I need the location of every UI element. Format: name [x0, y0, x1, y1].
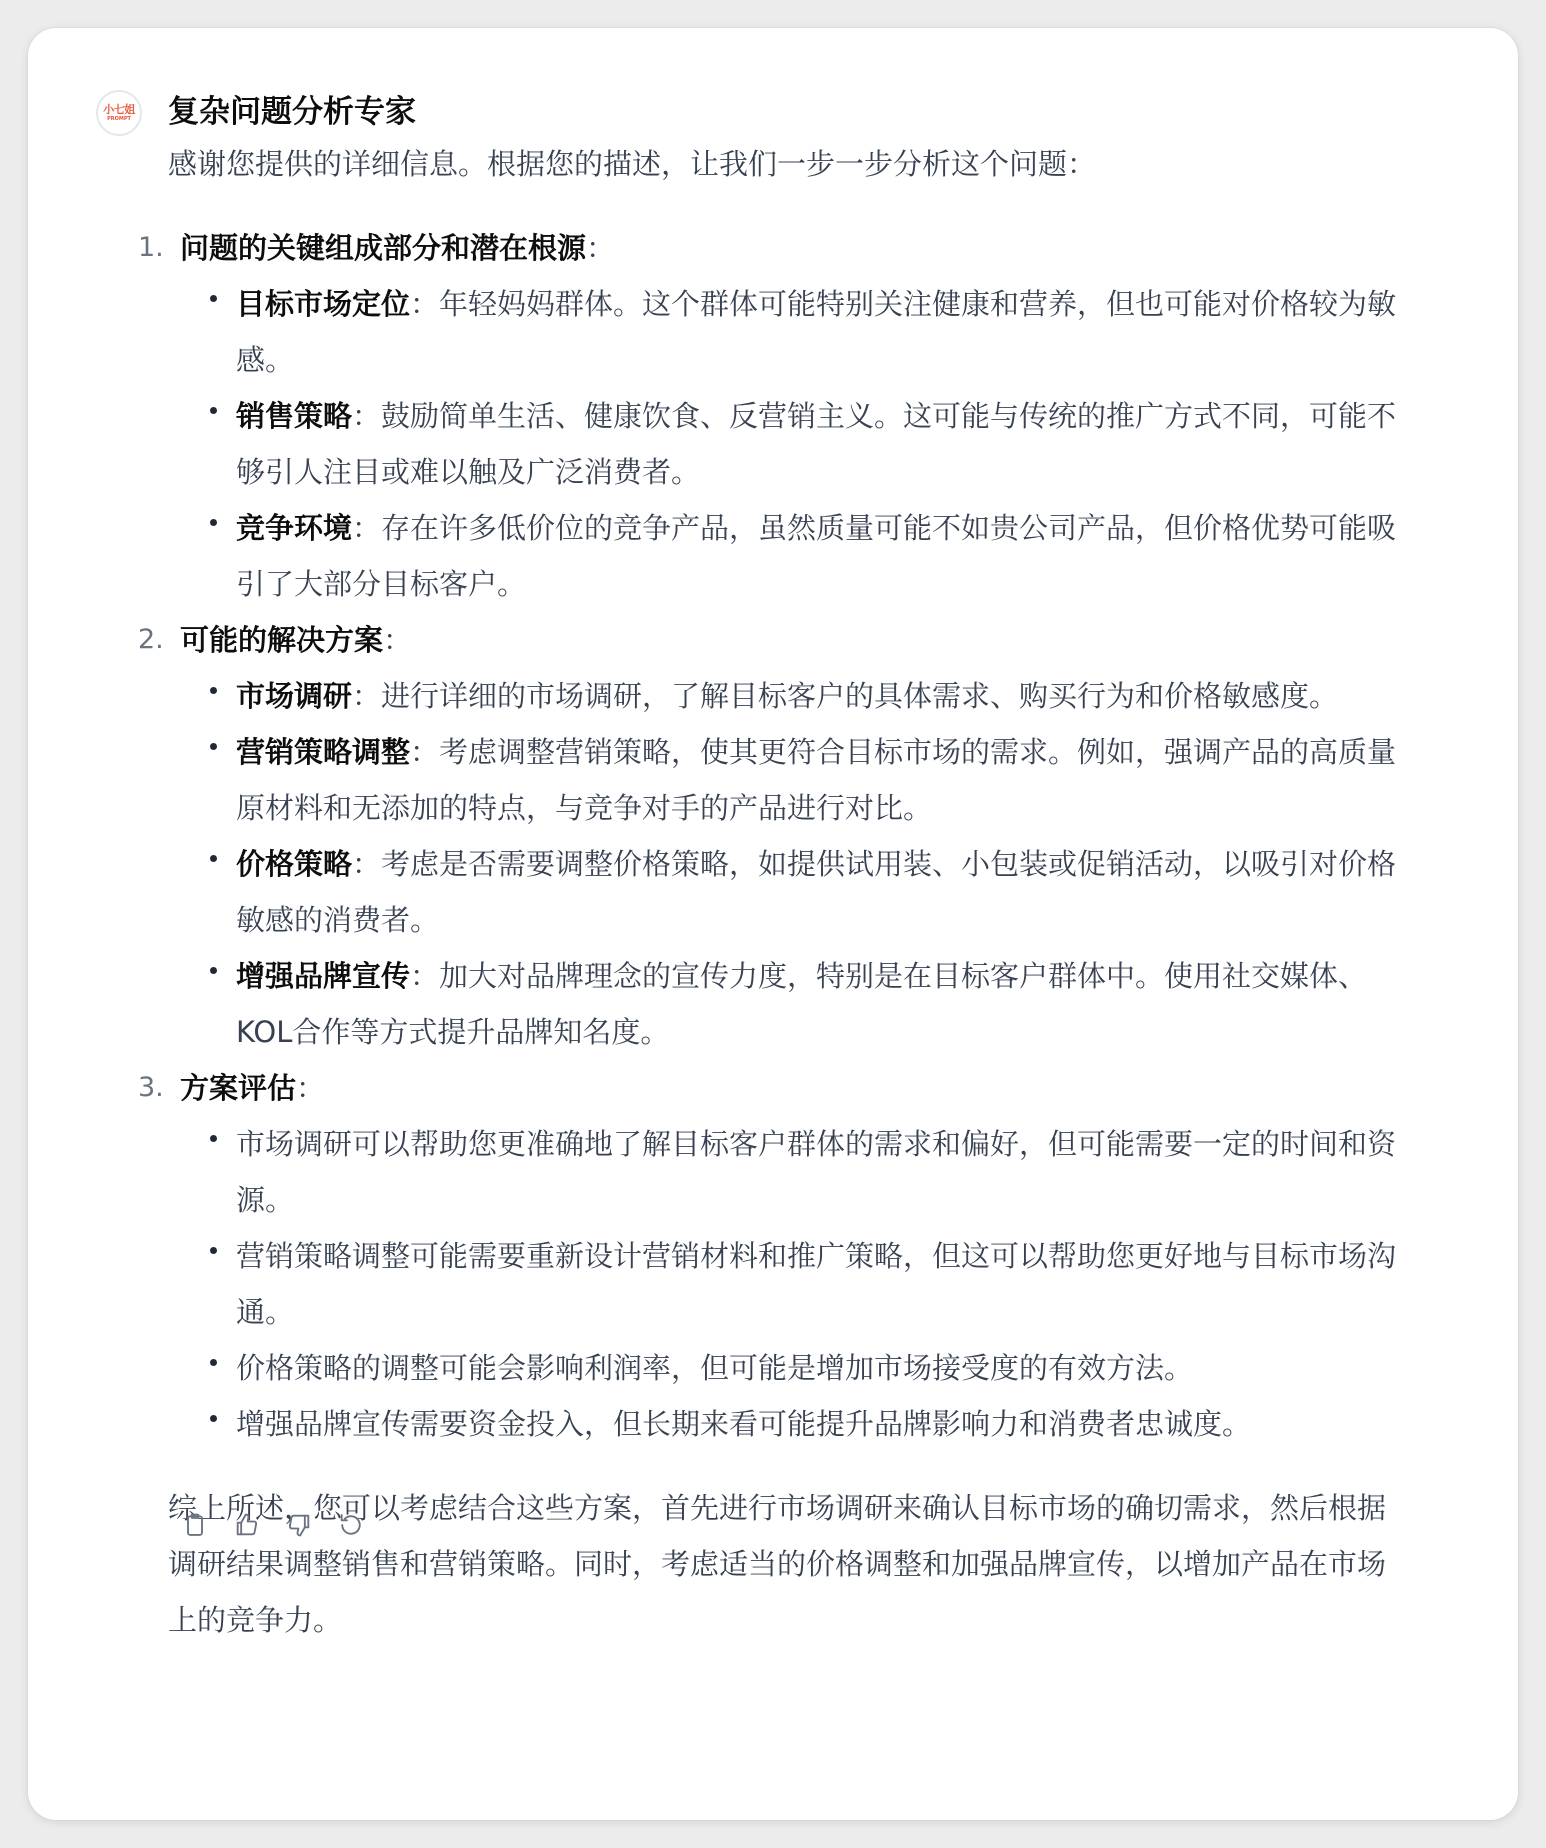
section-number: 1. [138, 232, 164, 263]
avatar-text-top: 小七姐 [103, 103, 135, 116]
bullet-item [236, 948, 1408, 1060]
section-bullets [180, 276, 1408, 612]
bullet-item [236, 1228, 1408, 1340]
copy-button[interactable] [178, 1508, 212, 1542]
bullet-item [236, 500, 1408, 612]
bullet-sep: ： [410, 287, 440, 321]
message-actions [178, 1508, 368, 1542]
bullet-text: 增强品牌宣传需要资金投入，但长期来看可能提升品牌影响力和消费者忠诚度。 [236, 1407, 1252, 1441]
bullet-item [236, 1396, 1408, 1452]
message-summary: 综上所述，您可以考虑结合这些方案，首先进行市场调研来确认目标市场的确切需求，然后根据调研结果调整销售和营销策略。同时，考虑适当的价格调整和加强品牌宣传，以增加产品在市场上的竞争力。 [168, 1491, 1387, 1637]
bullet-sep: ： [352, 679, 382, 713]
thumbs-up-button[interactable] [230, 1508, 264, 1542]
bullet-item [236, 276, 1408, 388]
chat-message-card [28, 28, 1518, 1820]
assistant-name: 复杂问题分析专家 [168, 94, 416, 130]
section-title: 可能的解决方案 [180, 623, 384, 657]
bullet-text: 市场调研可以帮助您更准确地了解目标客户群体的需求和偏好，但可能需要一定的时间和资源。 [236, 1127, 1397, 1217]
section-item [138, 1060, 1408, 1452]
bullet-item [236, 668, 1408, 724]
section-colon: ： [586, 231, 616, 265]
bullet-title: 目标市场定位 [236, 287, 411, 321]
section-heading [138, 1060, 1408, 1116]
bullet-title: 竞争环境 [236, 511, 353, 545]
regenerate-icon [337, 1511, 365, 1539]
bullet-item [236, 1340, 1408, 1396]
bullet-item [236, 388, 1408, 500]
section-bullets [180, 1116, 1408, 1452]
bullet-sep: ： [410, 959, 440, 993]
assistant-avatar [96, 90, 142, 136]
bullet-text: 年轻妈妈群体。这个群体可能特别关注健康和营养，但也可能对价格较为敏感。 [236, 287, 1397, 377]
section-colon: ： [296, 1071, 326, 1105]
section-title: 方案评估 [180, 1071, 297, 1105]
thumbs-down-icon [285, 1511, 313, 1539]
section-title: 问题的关键组成部分和潜在根源 [180, 231, 587, 265]
bullet-sep: ： [352, 847, 382, 881]
thumbs-down-button[interactable] [282, 1508, 316, 1542]
bullet-text: 鼓励简单生活、健康饮食、反营销主义。这可能与传统的推广方式不同，可能不够引人注目或难以触及广泛消费者。 [236, 399, 1397, 489]
bullet-title: 市场调研 [236, 679, 353, 713]
bullet-sep: ： [352, 399, 382, 433]
bullet-text: 进行详细的市场调研，了解目标客户的具体需求、购买行为和价格敏感度。 [381, 679, 1339, 713]
section-number: 2. [138, 624, 164, 655]
bullet-text: 营销策略调整可能需要重新设计营销材料和推广策略，但这可以帮助您更好地与目标市场沟通。 [236, 1239, 1397, 1329]
bullet-title: 价格策略 [236, 847, 353, 881]
bullet-text: 考虑是否需要调整价格策略，如提供试用装、小包装或促销活动，以吸引对价格敏感的消费者。 [236, 847, 1397, 937]
clipboard-icon [181, 1511, 209, 1539]
section-bullets [180, 668, 1408, 1060]
analysis-sections [138, 220, 1408, 1452]
avatar-text-bottom: PROMPT [107, 116, 131, 122]
section-colon: ： [383, 623, 413, 657]
section-heading [138, 220, 1408, 276]
bullet-text: 存在许多低价位的竞争产品，虽然质量可能不如贵公司产品，但价格优势可能吸引了大部分目标客户。 [236, 511, 1397, 601]
bullet-text: 加大对品牌理念的宣传力度，特别是在目标客户群体中。使用社交媒体、KOL合作等方式提升品牌知名度。 [236, 959, 1368, 1049]
section-number: 3. [138, 1072, 164, 1103]
bullet-item [236, 724, 1408, 836]
bullet-title: 增强品牌宣传 [236, 959, 411, 993]
bullet-item [236, 1116, 1408, 1228]
regenerate-button[interactable] [334, 1508, 368, 1542]
thumbs-up-icon [233, 1511, 261, 1539]
bullet-title: 营销策略调整 [236, 735, 411, 769]
message-intro: 感谢您提供的详细信息。根据您的描述，让我们一步一步分析这个问题： [168, 147, 1097, 181]
section-item [138, 612, 1408, 1060]
bullet-sep: ： [410, 735, 440, 769]
bullet-title: 销售策略 [236, 399, 353, 433]
bullet-text: 考虑调整营销策略，使其更符合目标市场的需求。例如，强调产品的高质量原材料和无添加的特点，与竞争对手的产品进行对比。 [236, 735, 1397, 825]
bullet-text: 价格策略的调整可能会影响利润率，但可能是增加市场接受度的有效方法。 [236, 1351, 1194, 1385]
section-item [138, 220, 1408, 612]
message-content [138, 88, 1408, 1648]
section-heading [138, 612, 1408, 668]
bullet-sep: ： [352, 511, 382, 545]
bullet-item [236, 836, 1408, 948]
